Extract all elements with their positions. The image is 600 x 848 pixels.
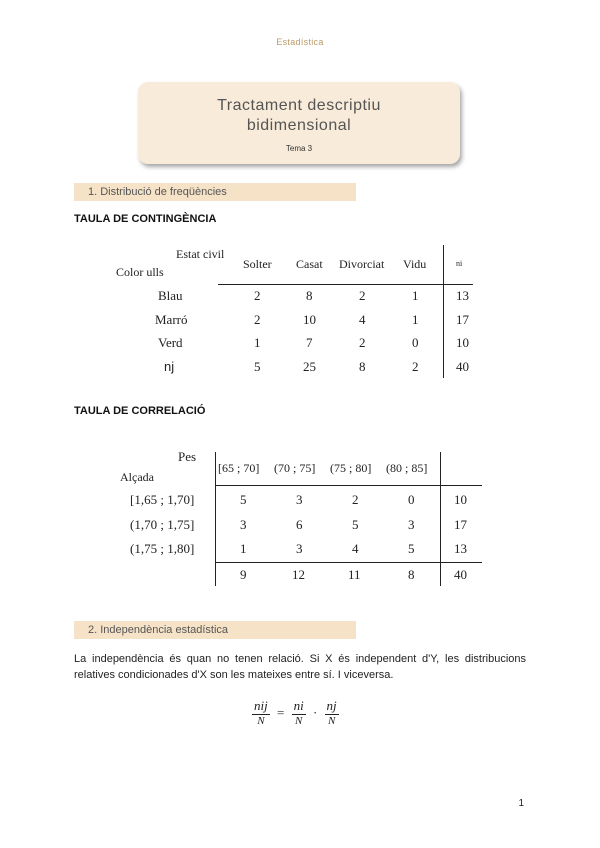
totals-rule	[215, 562, 482, 563]
cell: 2	[359, 335, 366, 350]
section-1-heading: 1. Distribució de freqüències	[74, 183, 356, 201]
cell: 2	[254, 312, 261, 327]
corner-top-label: Pes	[178, 449, 197, 464]
row-label: (1,70 ; 1,75]	[130, 517, 195, 532]
column-total: 12	[292, 567, 305, 582]
col-header: Vidu	[403, 257, 427, 271]
fraction-numerator: ni	[293, 698, 304, 713]
independence-formula	[252, 698, 339, 727]
cell: 3	[296, 541, 303, 556]
fraction-b	[325, 698, 339, 727]
cell: 7	[306, 335, 313, 350]
contingency-heading: TAULA DE CONTINGÈNCIA	[74, 213, 217, 225]
col-header: (70 ; 75]	[274, 461, 316, 475]
corner-top-label: Estat civil	[176, 247, 225, 261]
title-line-2: bidimensional	[246, 117, 352, 134]
cell: 4	[359, 312, 366, 327]
cell: 2	[359, 288, 366, 303]
column-total: 11	[348, 567, 361, 582]
independence-paragraph: La independència és quan no tenen relació. Si X és independent d'Y, les distribucions relatives condicionades d'X son les mateixes entre sí. I viceversa.	[74, 653, 526, 681]
column-total: 8	[408, 567, 415, 582]
cell: 5	[240, 492, 247, 507]
col-header: [65 ; 70]	[218, 461, 260, 475]
cell: 8	[306, 288, 313, 303]
grand-total: 40	[454, 567, 467, 582]
fraction-lhs	[252, 698, 270, 727]
row-total: 10	[456, 335, 469, 350]
header-rule	[215, 485, 482, 486]
row-total: 10	[454, 492, 467, 507]
col-header: Divorciat	[339, 257, 385, 271]
cell: 3	[408, 517, 415, 532]
title-line-1: Tractament descriptiu	[217, 97, 381, 114]
fraction-numerator: nij	[254, 698, 268, 713]
cell: 1	[240, 541, 247, 556]
total-col-header: ni	[456, 259, 463, 268]
cell: 3	[240, 517, 247, 532]
row-label: [1,65 ; 1,70]	[130, 492, 195, 507]
grand-total: 40	[456, 359, 469, 374]
fraction-denominator: N	[327, 715, 336, 727]
col-header: Solter	[243, 257, 272, 271]
page-number: 1	[518, 798, 524, 809]
column-total: 9	[240, 567, 247, 582]
cell: 10	[303, 312, 316, 327]
cell: 6	[296, 517, 303, 532]
row-total: 17	[456, 312, 469, 327]
correlation-heading: TAULA DE CORRELACIÓ	[74, 405, 206, 417]
section-2-heading: 2. Independència estadística	[74, 621, 356, 639]
cell: 5	[254, 359, 261, 374]
row-label: (1,75 ; 1,80]	[130, 541, 195, 556]
totals-row-label: nj	[164, 359, 175, 374]
corner-bottom-label: Alçada	[120, 470, 154, 484]
title-subtitle: Tema 3	[285, 144, 313, 153]
row-label-rule	[215, 452, 216, 586]
cell: 1	[254, 335, 261, 350]
row-total: 13	[456, 288, 469, 303]
fraction-denominator: N	[294, 715, 303, 727]
fraction-a	[292, 698, 306, 727]
cell: 0	[412, 335, 419, 350]
fraction-numerator: nj	[326, 698, 337, 713]
cell: 1	[412, 312, 419, 327]
row-label: Verd	[158, 335, 183, 350]
cell: 1	[412, 288, 419, 303]
col-header: (80 ; 85]	[386, 461, 428, 475]
fraction-denominator: N	[257, 715, 265, 727]
cell: 25	[303, 359, 316, 374]
cell: 3	[296, 492, 303, 507]
col-header: Casat	[296, 257, 323, 271]
col-header: (75 ; 80]	[330, 461, 372, 475]
row-label: Marró	[155, 312, 188, 327]
cell: 5	[352, 517, 359, 532]
row-label: Blau	[158, 288, 183, 303]
corner-bottom-label: Color ulls	[116, 265, 164, 279]
total-col-rule	[440, 452, 441, 586]
cell: 2	[352, 492, 359, 507]
equals-sign: =	[276, 704, 285, 720]
cell: 4	[352, 541, 359, 556]
cell: 2	[254, 288, 261, 303]
page-header: Estadística	[276, 37, 324, 47]
cell: 8	[359, 359, 366, 374]
cell: 0	[408, 492, 415, 507]
row-total: 13	[454, 541, 467, 556]
dot-operator: ·	[312, 704, 318, 720]
cell: 2	[412, 359, 419, 374]
cell: 5	[408, 541, 415, 556]
row-total: 17	[454, 517, 467, 532]
